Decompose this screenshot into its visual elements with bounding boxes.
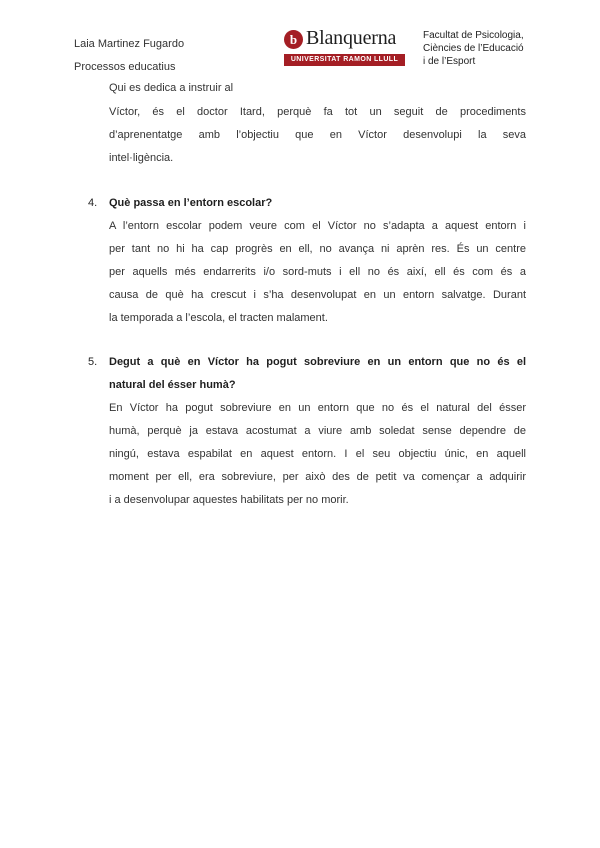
logo-university-bar: UNIVERSITAT RAMON LLULL (284, 54, 405, 66)
answer-line: per tant no hi ha cap progrès en ell, no avança ni aprèn res. És un centre (109, 243, 526, 255)
logo-mark-icon: b (284, 30, 303, 49)
question-number: 5. (88, 356, 98, 368)
faculty-line: Facultat de Psicologia, (423, 30, 524, 41)
question-heading: Què passa en l’entorn escolar? (109, 197, 273, 209)
question-number: 4. (88, 197, 98, 209)
answer-line: i a desenvolupar aquestes habilitats per no morir. (109, 494, 349, 506)
answer-line: la temporada a l’escola, el tracten malament. (109, 312, 328, 324)
question-heading: natural del ésser humà? (109, 379, 236, 391)
answer-line: per aquells més endarrerits i/o sord-muts i ell no és així, ell és com és a (109, 266, 526, 278)
answer-line: moment per ell, era sobreviure, per això des de petit va començar a adquirir (109, 471, 526, 483)
blanquerna-logo (284, 28, 406, 68)
paragraph-line: Víctor, és el doctor Itard, perquè fa tot un seguit de procediments (109, 106, 526, 118)
faculty-line: i de l’Esport (423, 56, 476, 67)
course-name: Processos educatius (74, 61, 176, 73)
answer-line: A l’entorn escolar podem veure com el Víctor no s’adapta a aquest entorn i (109, 220, 526, 232)
paragraph-line: d’aprenentatge amb l’objectiu que en Víctor desenvolupi la seva (109, 129, 526, 141)
author-name: Laia Martinez Fugardo (74, 38, 185, 50)
paragraph-line: Qui es dedica a instruir al (109, 82, 234, 94)
answer-line: causa de què ha crescut i s’ha desenvolupat en un entorn salvatge. Durant (109, 289, 526, 301)
answer-line: En Víctor ha pogut sobreviure en un entorn que no és el natural del ésser (109, 402, 526, 414)
faculty-line: Ciències de l’Educació (423, 43, 524, 54)
paragraph-line: intel·ligència. (109, 152, 174, 164)
faculty-name (423, 29, 524, 68)
logo-wordmark: Blanquerna (306, 27, 397, 49)
answer-line: ningú, estava espabilat en aquest entorn. I el seu objectiu únic, en aquell (109, 448, 526, 460)
question-heading: Degut a què en Víctor ha pogut sobreviure en un entorn que no és el (109, 356, 526, 368)
answer-line: humà, perquè ja estava acostumat a viure amb soledat sense dependre de (109, 425, 526, 437)
